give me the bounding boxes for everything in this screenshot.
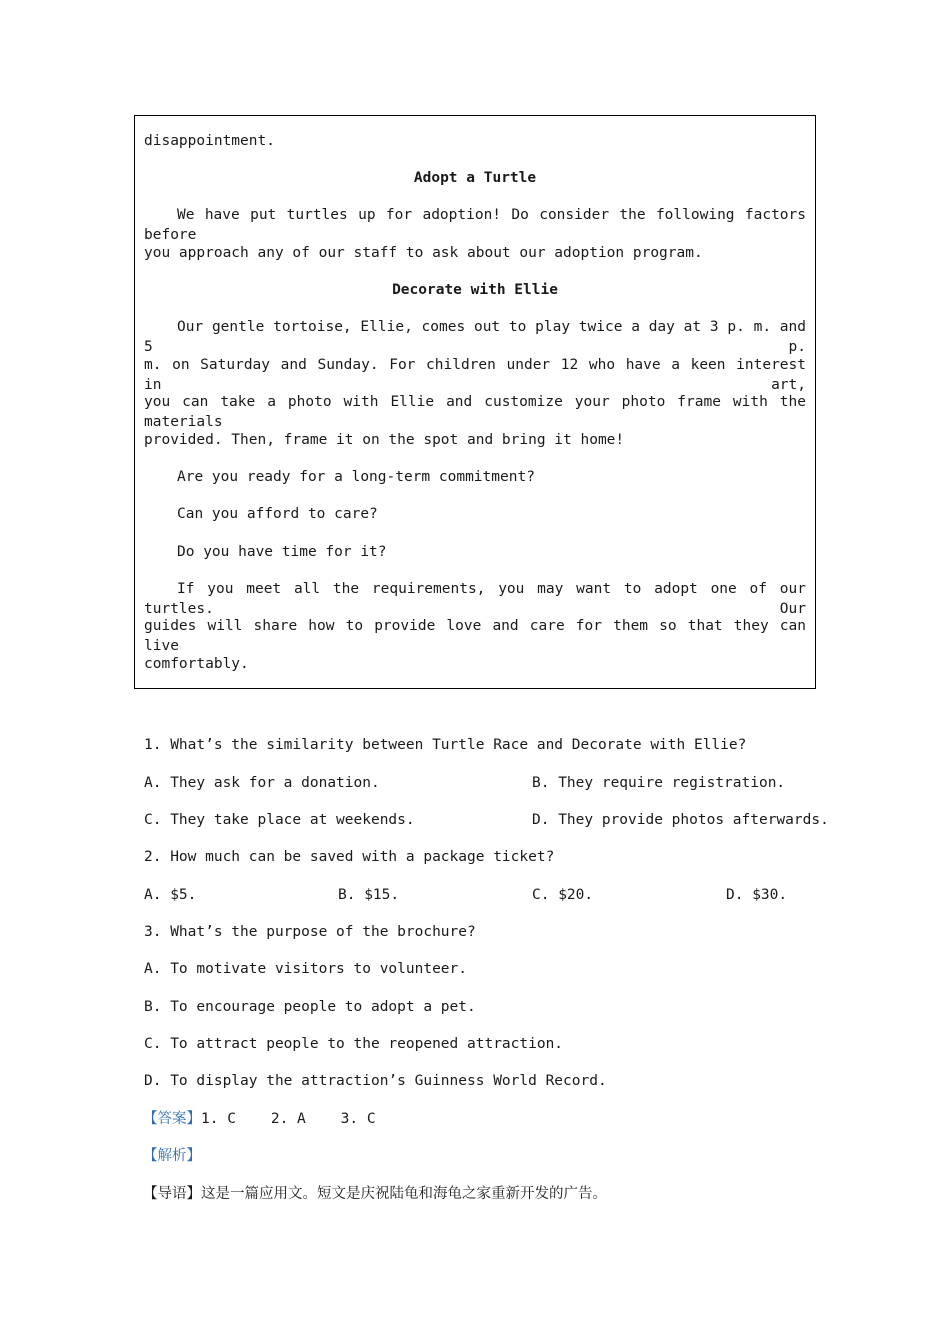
intro-line xyxy=(143,1184,607,1204)
question-1-option-a: A. They ask for a donation. xyxy=(144,775,380,791)
question-3-option-d: D. To display the attraction’s Guinness World Record. xyxy=(144,1073,607,1089)
question-3-option-c: C. To attract people to the reopened attraction. xyxy=(144,1036,564,1052)
passage-line: m. on Saturday and Sunday. For children under 12 who have a keen interest in art, xyxy=(144,357,806,393)
question-2-option-b: B. $15. xyxy=(338,887,400,903)
passage-line: If you meet all the requirements, you may want to adopt one of our turtles. Our xyxy=(144,581,806,617)
passage-line: guides will share how to provide love and care for them so that they can live xyxy=(144,618,806,654)
section-title-adopt: Adopt a Turtle xyxy=(413,170,537,186)
question-2-option-c: C. $20. xyxy=(532,887,594,903)
passage-line: comfortably. xyxy=(144,656,249,672)
intro-text: 这是一篇应用文。短文是庆祝陆龟和海龟之家重新开发的广告。 xyxy=(201,1186,607,1202)
question-1-stem: 1. What’s the similarity between Turtle Race and Decorate with Ellie? xyxy=(144,737,747,753)
answer-text: 1. C 2. A 3. C xyxy=(201,1111,376,1127)
passage-line: Our gentle tortoise, Ellie, comes out to play twice a day at 3 p. m. and 5 p. xyxy=(144,319,806,355)
passage-line: you can take a photo with Ellie and customize your photo frame with the materials xyxy=(144,394,806,430)
intro-label: 【导语】 xyxy=(143,1186,201,1202)
question-3-stem: 3. What’s the purpose of the brochure? xyxy=(144,924,476,940)
question-2-option-d: D. $30. xyxy=(726,887,788,903)
question-1-option-c: C. They take place at weekends. xyxy=(144,812,415,828)
question-3-option-b: B. To encourage people to adopt a pet. xyxy=(144,999,476,1015)
passage-line: you approach any of our staff to ask about our adoption program. xyxy=(144,245,703,261)
question-1-option-d: D. They provide photos afterwards. xyxy=(532,812,829,828)
section-title-decorate: Decorate with Ellie xyxy=(392,282,558,298)
question-2-option-a: A. $5. xyxy=(144,887,197,903)
passage-line: disappointment. xyxy=(144,133,275,149)
answer-line xyxy=(143,1109,376,1129)
passage-line: Are you ready for a long-term commitment? xyxy=(177,469,535,485)
passage-line: Can you afford to care? xyxy=(177,506,378,522)
passage-line: provided. Then, frame it on the spot and bring it home! xyxy=(144,432,625,448)
question-1-option-b: B. They require registration. xyxy=(532,775,786,791)
passage-line: Do you have time for it? xyxy=(177,544,387,560)
answer-label: 【答案】 xyxy=(143,1111,201,1127)
analysis-label: 【解析】 xyxy=(143,1148,201,1164)
passage-line: We have put turtles up for adoption! Do consider the following factors before xyxy=(144,207,806,243)
question-2-stem: 2. How much can be saved with a package ticket? xyxy=(144,849,555,865)
question-3-option-a: A. To motivate visitors to volunteer. xyxy=(144,961,468,977)
